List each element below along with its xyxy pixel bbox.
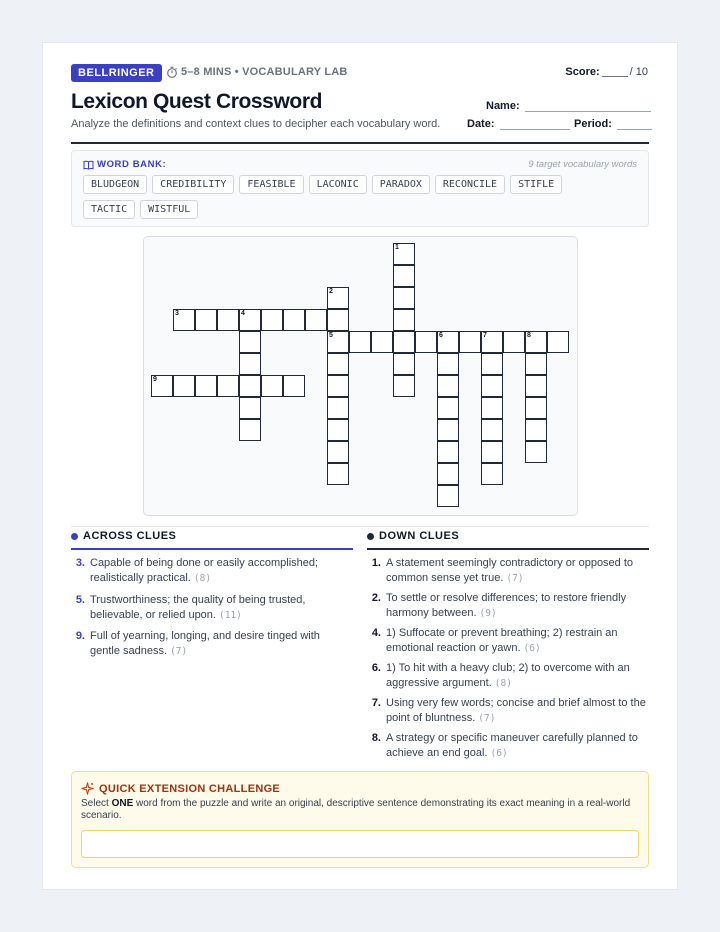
down-heading-text: DOWN CLUES	[379, 530, 460, 542]
across-clue	[71, 629, 341, 659]
cell-number: 3	[175, 310, 179, 317]
extension-text-bold: ONE	[111, 798, 134, 809]
crossword-cell[interactable]	[393, 375, 415, 397]
crossword-cell[interactable]	[481, 419, 503, 441]
clue-length: (6)	[490, 748, 508, 759]
cell-number: 1	[395, 244, 399, 251]
crossword-cell[interactable]	[525, 375, 547, 397]
word-bank-label: WORD BANK:	[97, 159, 167, 170]
cell-number: 8	[527, 332, 531, 339]
down-clue	[367, 591, 651, 621]
crossword-cell[interactable]	[349, 331, 371, 353]
crossword-cell[interactable]	[481, 353, 503, 375]
crossword-cell[interactable]	[217, 309, 239, 331]
crossword-cell[interactable]	[239, 419, 261, 441]
crossword-cell[interactable]	[327, 353, 349, 375]
crossword-cell[interactable]	[547, 331, 569, 353]
stopwatch-icon	[166, 66, 178, 78]
down-rule	[367, 548, 649, 550]
crossword-cell[interactable]	[239, 353, 261, 375]
crossword-cell[interactable]	[437, 397, 459, 419]
word-chip: PARADOX	[372, 175, 430, 194]
score-blank[interactable]	[602, 76, 628, 77]
cell-number: 2	[329, 288, 333, 295]
word-chip: WISTFUL	[140, 200, 198, 219]
clue-number: 6.	[371, 662, 381, 674]
word-chip: CREDIBILITY	[152, 175, 234, 194]
crossword-cell[interactable]	[525, 331, 547, 353]
across-clue	[71, 593, 341, 623]
clue-number: 1.	[371, 557, 381, 569]
crossword-cell[interactable]	[239, 309, 261, 331]
crossword-cell[interactable]	[151, 375, 173, 397]
cell-number: 5	[329, 332, 333, 339]
clue-text: Full of yearning, longing, and desire tinged with gentle sadness.	[90, 630, 320, 657]
bellringer-badge: BELLRINGER	[71, 64, 162, 82]
crossword-cell[interactable]	[371, 331, 393, 353]
across-heading	[71, 530, 176, 542]
crossword-cell[interactable]	[327, 309, 349, 331]
crossword-cell[interactable]	[503, 331, 525, 353]
word-bank-count: 9 target vocabulary words	[528, 159, 637, 170]
crossword-cell[interactable]	[525, 441, 547, 463]
date-field	[467, 118, 570, 130]
clue-number: 3.	[75, 557, 85, 569]
period-blank[interactable]	[617, 121, 652, 130]
score-field	[565, 66, 648, 78]
across-heading-text: ACROSS CLUES	[83, 530, 177, 542]
clue-number: 5.	[75, 594, 85, 606]
crossword-cell[interactable]	[327, 375, 349, 397]
page-title: Lexicon Quest Crossword	[71, 90, 323, 113]
section-divider	[71, 526, 649, 527]
crossword-cell[interactable]	[481, 463, 503, 485]
name-label: Name:	[486, 100, 520, 112]
clue-length: (7)	[478, 713, 496, 724]
period-label: Period:	[574, 118, 612, 130]
crossword-cell[interactable]	[437, 419, 459, 441]
crossword-cell[interactable]	[217, 375, 239, 397]
name-field	[486, 100, 651, 112]
crossword-cell[interactable]	[173, 375, 195, 397]
crossword-cell[interactable]	[195, 309, 217, 331]
across-rule	[71, 548, 353, 550]
crossword-cell[interactable]	[305, 309, 327, 331]
clue-number: 9.	[75, 630, 85, 642]
crossword-cell[interactable]	[437, 331, 459, 353]
crossword-cell[interactable]	[327, 287, 349, 309]
word-bank-chips	[83, 175, 613, 219]
crossword-grid	[143, 236, 578, 516]
crossword-cell[interactable]	[393, 331, 415, 353]
crossword-cell[interactable]	[261, 309, 283, 331]
crossword-cell[interactable]	[327, 397, 349, 419]
activity-meta-text: 5–8 MINS • VOCABULARY LAB	[181, 66, 348, 78]
crossword-cell[interactable]	[525, 353, 547, 375]
crossword-cell[interactable]	[481, 397, 503, 419]
extension-heading	[81, 782, 280, 795]
down-clue	[367, 661, 651, 691]
extension-title: QUICK EXTENSION CHALLENGE	[99, 782, 281, 795]
name-blank[interactable]	[525, 103, 651, 112]
clue-length: (7)	[170, 646, 188, 657]
header-divider	[71, 142, 649, 144]
book-icon	[83, 160, 94, 170]
crossword-cell[interactable]	[437, 463, 459, 485]
clue-text: Capable of being done or easily accomplished; realistically practical.	[90, 557, 319, 584]
down-dot-icon	[367, 533, 374, 540]
crossword-cell[interactable]	[327, 331, 349, 353]
across-clue	[71, 556, 341, 586]
clue-number: 7.	[371, 697, 381, 709]
clue-length: (7)	[506, 573, 524, 584]
crossword-cell[interactable]	[525, 397, 547, 419]
down-clue	[367, 696, 651, 726]
down-heading	[367, 530, 459, 542]
clue-length: (9)	[479, 608, 497, 619]
page-subtitle: Analyze the definitions and context clues to decipher each vocabulary word.	[71, 118, 441, 130]
sentence-answer-box[interactable]	[81, 830, 639, 858]
clue-text: Using very few words; concise and brief almost to the point of bluntness.	[386, 697, 646, 724]
extension-challenge	[71, 771, 649, 868]
crossword-cell[interactable]	[437, 485, 459, 507]
date-blank[interactable]	[500, 121, 570, 130]
cell-number: 4	[241, 310, 245, 317]
extension-instructions	[81, 798, 637, 822]
word-chip: FEASIBLE	[239, 175, 303, 194]
clue-text: To settle or resolve differences; to restore friendly harmony between.	[386, 592, 627, 619]
clue-length: (8)	[494, 678, 512, 689]
crossword-cell[interactable]	[437, 441, 459, 463]
extension-text-end: word from the puzzle and write an original, descriptive sentence demonstrating its exact meaning in a real-world scenario.	[81, 798, 631, 821]
crossword-cell[interactable]	[283, 375, 305, 397]
crossword-cell[interactable]	[239, 331, 261, 353]
clue-number: 2.	[371, 592, 381, 604]
cell-number: 6	[439, 332, 443, 339]
extension-text-start: Select	[81, 798, 112, 809]
crossword-cell[interactable]	[173, 309, 195, 331]
clue-length: (11)	[218, 610, 242, 621]
crossword-cell[interactable]	[437, 375, 459, 397]
crossword-cell[interactable]	[481, 375, 503, 397]
clue-number: 4.	[371, 627, 381, 639]
word-chip: TACTIC	[83, 200, 135, 219]
crossword-cell[interactable]	[239, 397, 261, 419]
across-dot-icon	[71, 533, 78, 540]
crossword-cell[interactable]	[437, 353, 459, 375]
cell-number: 7	[483, 332, 487, 339]
crossword-cell[interactable]	[327, 463, 349, 485]
word-chip: STIFLE	[510, 175, 562, 194]
down-clue	[367, 731, 651, 761]
clue-text: Trustworthiness; the quality of being trusted, believable, or relied upon.	[90, 594, 306, 621]
crossword-cell[interactable]	[481, 441, 503, 463]
clue-length: (6)	[523, 643, 541, 654]
activity-meta	[166, 66, 348, 78]
cell-number: 9	[153, 376, 157, 383]
score-total: / 10	[629, 66, 648, 78]
word-bank	[71, 150, 649, 227]
clue-text: 1) Suffocate or prevent breathing; 2) restrain an emotional reaction or yawn.	[386, 627, 618, 654]
sparkle-icon	[81, 782, 94, 795]
clue-number: 8.	[371, 732, 381, 744]
clue-text: A statement seemingly contradictory or opposed to common sense yet true.	[386, 557, 634, 584]
crossword-cell[interactable]	[327, 419, 349, 441]
clue-length: (8)	[193, 573, 212, 584]
word-chip: BLUDGEON	[83, 175, 147, 194]
crossword-cell[interactable]	[239, 375, 261, 397]
crossword-cell[interactable]	[327, 441, 349, 463]
crossword-cell[interactable]	[195, 375, 217, 397]
score-label: Score:	[565, 66, 600, 78]
word-chip: RECONCILE	[435, 175, 505, 194]
word-chip: LACONIC	[309, 175, 367, 194]
period-field	[574, 118, 652, 130]
crossword-cell[interactable]	[393, 353, 415, 375]
crossword-cell[interactable]	[393, 265, 415, 287]
crossword-cell[interactable]	[525, 419, 547, 441]
crossword-cell[interactable]	[393, 309, 415, 331]
crossword-cell[interactable]	[393, 287, 415, 309]
down-clue	[367, 626, 651, 656]
down-clue	[367, 556, 651, 586]
crossword-cell[interactable]	[481, 331, 503, 353]
date-label: Date:	[467, 118, 495, 130]
crossword-cell[interactable]	[283, 309, 305, 331]
crossword-cell[interactable]	[393, 243, 415, 265]
clue-text: 1) To hit with a heavy club; 2) to overcome with an aggressive argument.	[386, 662, 630, 689]
crossword-cell[interactable]	[459, 331, 481, 353]
crossword-cell[interactable]	[261, 375, 283, 397]
crossword-cell[interactable]	[415, 331, 437, 353]
clue-text: A strategy or specific maneuver carefully planned to achieve an end goal.	[386, 732, 638, 759]
word-bank-heading	[83, 159, 166, 170]
